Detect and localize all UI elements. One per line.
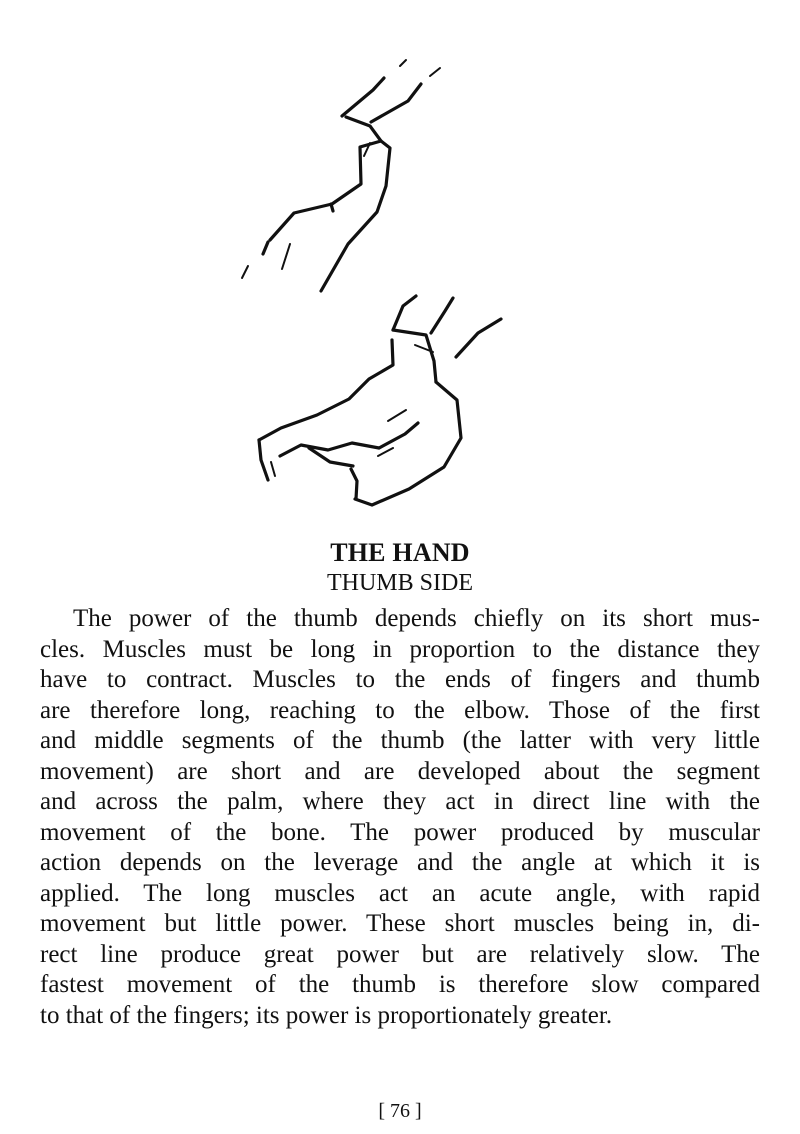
lower-finger-stroke <box>388 410 406 421</box>
upper-forearm-stroke <box>371 84 421 122</box>
body-paragraph <box>40 604 760 1031</box>
body-line: cles. Muscles must be long in proportion to the distance they <box>40 635 760 663</box>
upper-thumb-stroke <box>400 60 406 66</box>
upper-thumb-stroke <box>242 266 248 278</box>
body-line: movement of the bone. The power produced by muscular <box>40 818 760 846</box>
body-line: rect line produce great power but are relatively slow. The <box>40 940 760 968</box>
lower-wrist-outline <box>393 330 436 382</box>
body-line: are therefore long, reaching to the elbow. Those of the first <box>40 696 760 724</box>
body-line: and across the palm, where they act in direct line with the <box>40 788 760 815</box>
upper-thumb-tip <box>331 204 333 211</box>
lower-finger-stroke <box>378 448 393 456</box>
body-line: action depends on the leverage and the angle at which it is <box>40 849 760 876</box>
lower-forearm-stroke <box>393 296 416 330</box>
upper-thumb-outline <box>270 117 381 240</box>
lower-wrist-outline <box>259 340 393 440</box>
hand-sketch-svg <box>230 30 530 520</box>
body-line: movement) are short and are developed about the segment <box>40 757 760 785</box>
body-line: to that of the fingers; its power is proportionately greater. <box>40 1001 613 1029</box>
body-line: The power of the thumb depends chiefly on its short mus- <box>73 605 760 632</box>
upper-thumb-stroke <box>282 244 290 269</box>
body-line: movement but little power. These short muscles being in, di- <box>40 910 760 937</box>
lower-forearm-stroke <box>456 319 501 357</box>
body-line: applied. The long muscles act an acute angle, with rapid <box>40 879 760 907</box>
body-line: and middle segments of the thumb (the latter with very little <box>40 727 760 754</box>
body-line: fastest movement of the thumb is therefore slow compared <box>40 971 760 998</box>
body-line: have to contract. Muscles to the ends of fingers and thumb <box>40 666 760 693</box>
lower-finger-outline <box>379 423 418 448</box>
upper-thumb-outline <box>321 141 390 291</box>
upper-thumb-stroke <box>430 68 440 76</box>
lower-forearm-stroke <box>431 298 453 333</box>
lower-thumb-outline <box>259 440 268 480</box>
upper-forearm-stroke <box>342 78 384 116</box>
page-title: THE HAND <box>330 538 470 567</box>
lower-thumb-outline <box>351 469 357 499</box>
page-number: [ 76 ] <box>378 1100 422 1122</box>
upper-thumb-tip <box>263 242 268 254</box>
hand-sketch-illustration <box>230 30 530 520</box>
page-subtitle: THUMB SIDE <box>326 570 473 596</box>
lower-thumb-outline <box>280 443 379 456</box>
lower-finger-stroke <box>271 462 275 476</box>
lower-palm-outline <box>355 382 461 505</box>
